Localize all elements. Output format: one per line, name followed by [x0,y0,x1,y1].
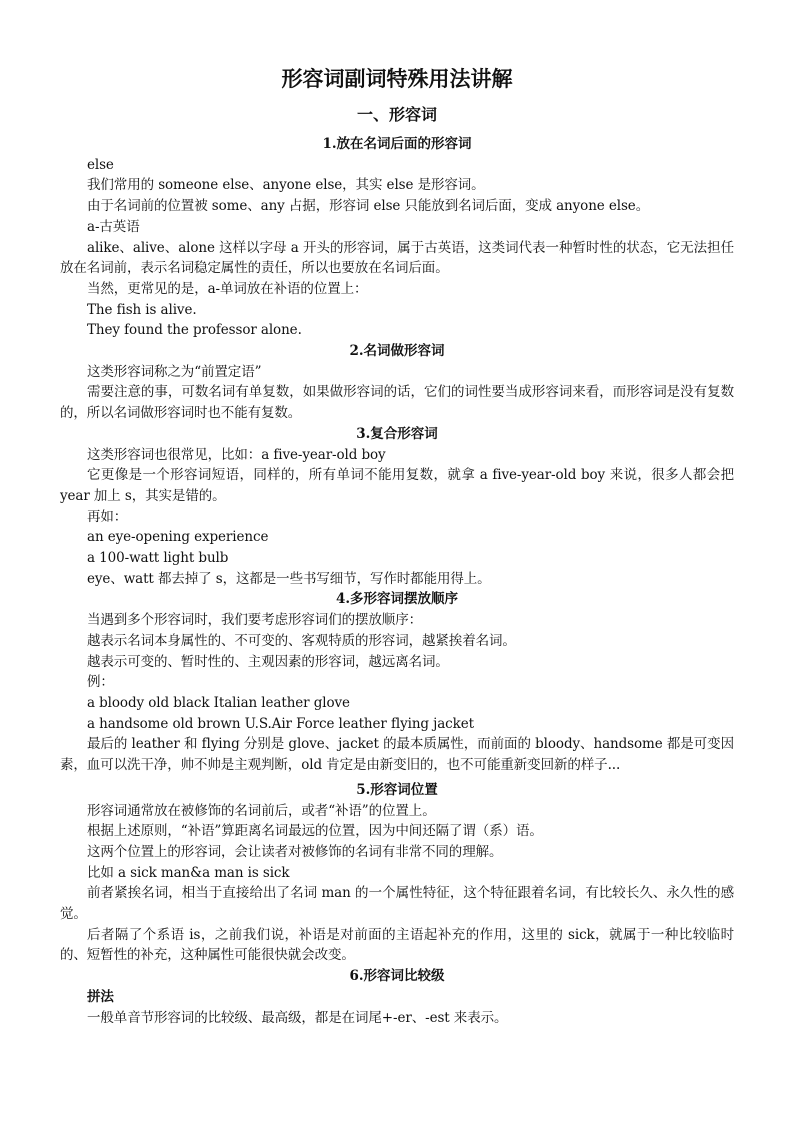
section-6 [60,966,734,1028]
paragraph: 这类形容词称之为“前置定语” [87,363,262,380]
example-sentence: They found the professor alone. [87,322,302,339]
section-heading: 3.复合形容词 [356,425,438,442]
paragraph: 这两个位置上的形容词，会让读者对被修饰的名词有非常不同的理解。 [87,843,503,860]
paragraph: a-古英语 [87,218,140,235]
paragraph: 一般单音节形容词的比较级、最高级，都是在词尾+-er、-est 来表示。 [87,1009,508,1026]
paragraph: 它更像是一个形容词短语，同样的，所有单词不能用复数，就拿 a five-year-old boy 来说，很多人都会把 year 加上 s，其实是错的。 [60,467,734,504]
paragraph: alike、alive、alone 这样以字母 a 开头的形容词，属于古英语，这类词代表一种暂时性的状态，它无法担任放在名词前，表示名词稳定属性的责任，所以也要放在名词后面。 [60,239,734,277]
example-phrase: a 100-watt light bulb [87,550,229,567]
paragraph: 后者隔了个系语 is，之前我们说，补语是对前面的主语起补充的作用，这里的 sick，就属于一种比较临时的、短暂性的补充，这种属性可能很快就会改变。 [60,926,734,964]
example-phrase: an eye-opening experience [87,529,269,546]
section-3 [60,424,734,590]
chapter-heading: 一、形容词 [356,105,437,124]
paragraph: 我们常用的 someone else、anyone else，其实 else 是形容词。 [87,177,485,194]
paragraph: 最后的 leather 和 flying 分别是 glove、jacket 的最本质属性，而前面的 bloody、handsome 都是可变因素，血可以洗干净，帅不帅是主观判断，old 肯定是由新变旧的，也不可能重新变回新的样子... [60,736,734,774]
section-heading: 4.多形容词摆放顺序 [335,591,459,608]
paragraph: 形容词通常放在被修饰的名词前后，或者“补语”的位置上。 [87,802,436,819]
section-5 [60,780,734,966]
paragraph: 越表示名词本身属性的、不可变的、客观特质的形容词，越紧挨着名词。 [87,632,516,649]
section-2 [60,341,734,424]
section-heading: 1.放在名词后面的形容词 [322,136,472,152]
paragraph: 这类形容词也很常见，比如：a five-year-old boy [87,446,386,463]
paragraph: eye、watt 都去掉了 s，这都是一些书写细节，写作时都能用得上。 [87,570,491,587]
example-sentence: The fish is alive. [87,301,197,318]
paragraph: else [87,156,114,173]
section-heading: 2.名词做形容词 [349,343,445,360]
paragraph: 比如 a sick man&a man is sick [87,864,290,881]
paragraph: 需要注意的事，可数名词有单复数，如果做形容词的话，它们的词性要当成形容词来看，而形容词是没有复数的，所以名词做形容词时也不能有复数。 [60,384,734,422]
paragraph: 再如： [87,508,128,525]
section-1 [60,134,734,341]
example-phrase: a bloody old black Italian leather glove [87,694,350,711]
paragraph: 例： [87,674,114,691]
section-heading: 6.形容词比较级 [349,968,445,985]
subheading: 拼法 [87,988,114,1005]
paragraph: 由于名词前的位置被 some、any 占据，形容词 else 只能放到名词后面，变成 anyone else。 [87,198,650,215]
section-heading: 5.形容词位置 [356,781,438,798]
paragraph: 前者紧挨名词，相当于直接给出了名词 man 的一个属性特征，这个特征跟着名词，有比较长久、永久性的感觉。 [60,885,734,923]
section-4 [60,589,734,775]
paragraph: 越表示可变的、暂时性的、主观因素的形容词，越远离名词。 [87,653,449,670]
example-phrase: a handsome old brown U.S.Air Force leather flying jacket [87,715,474,732]
paragraph: 当遇到多个形容词时，我们要考虑形容词们的摆放顺序： [87,612,422,629]
paragraph: 根据上述原则，“补语”算距离名词最远的位置，因为中间还隔了谓（系）语。 [87,823,543,840]
document-title: 形容词副词特殊用法讲解 [281,67,513,91]
paragraph: 当然，更常见的是，a-单词放在补语的位置上： [87,280,368,297]
